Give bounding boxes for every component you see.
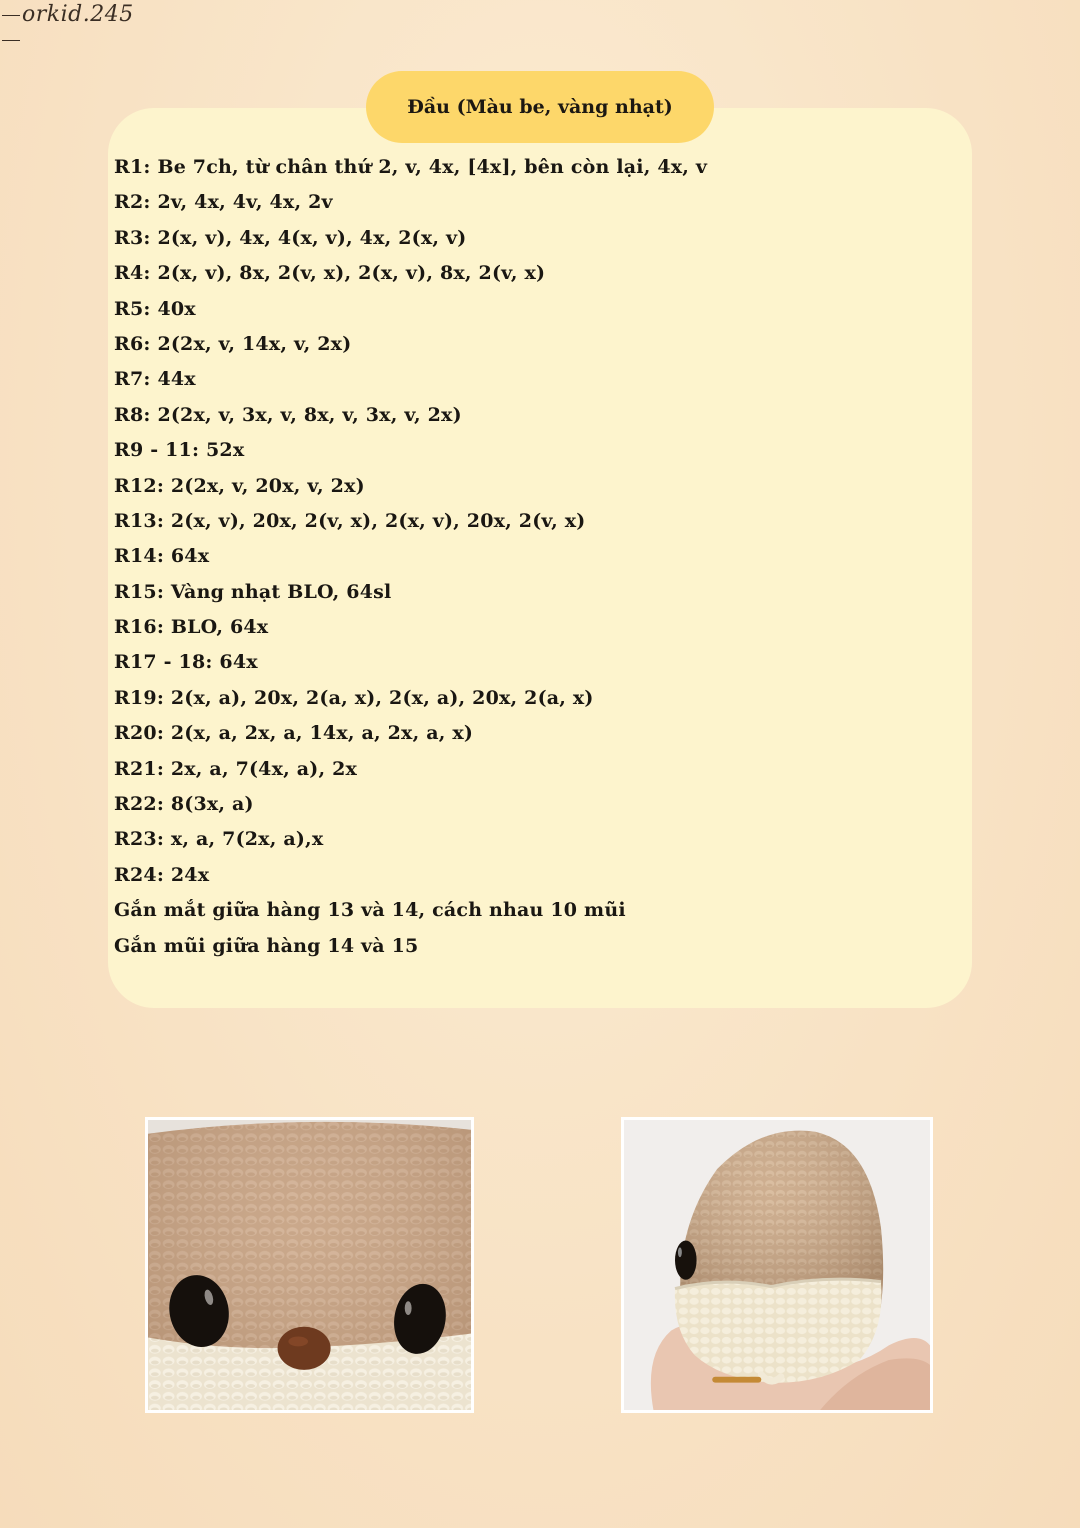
pattern-row: R14: 64x xyxy=(114,545,210,568)
section-title: Đầu (Màu be, vàng nhạt) xyxy=(407,96,673,118)
head-front-illustration xyxy=(148,1120,471,1410)
pattern-row: R4: 2(x, v), 8x, 2(v, x), 2(x, v), 8x, 2(v, x) xyxy=(114,262,546,285)
head-front-closeup-photo xyxy=(145,1117,474,1413)
pattern-row: R22: 8(3x, a) xyxy=(114,793,254,816)
head-side-illustration xyxy=(624,1120,930,1410)
pattern-row: R16: BLO, 64x xyxy=(114,616,269,639)
pattern-row: R8: 2(2x, v, 3x, v, 8x, v, 3x, v, 2x) xyxy=(114,403,462,426)
watermark-text: orkid.245 xyxy=(22,2,134,27)
section-title-pill xyxy=(366,71,714,143)
pattern-row-list xyxy=(114,150,707,964)
pattern-row: R20: 2(x, a, 2x, a, 14x, a, 2x, a, x) xyxy=(114,722,474,745)
pattern-row: R24: 24x xyxy=(114,863,210,886)
pattern-row: R23: x, a, 7(2x, a),x xyxy=(114,828,324,851)
head-side-in-hand-photo xyxy=(621,1117,933,1413)
watermark-signature xyxy=(0,2,150,36)
pattern-row: R21: 2x, a, 7(4x, a), 2x xyxy=(114,757,358,780)
pattern-row: R9 - 11: 52x xyxy=(114,439,245,462)
pattern-row: R6: 2(2x, v, 14x, v, 2x) xyxy=(114,332,352,355)
pattern-row: R17 - 18: 64x xyxy=(114,651,258,674)
pattern-row: Gắn mũi giữa hàng 14 và 15 xyxy=(114,934,419,957)
pattern-row: R13: 2(x, v), 20x, 2(v, x), 2(x, v), 20x, 2(v, x) xyxy=(114,509,586,532)
pattern-row: Gắn mắt giữa hàng 13 và 14, cách nhau 10 mũi xyxy=(114,899,626,922)
pattern-row: R3: 2(x, v), 4x, 4(x, v), 4x, 2(x, v) xyxy=(114,226,467,249)
pattern-row: R19: 2(x, a), 20x, 2(a, x), 2(x, a), 20x, 2(a, x) xyxy=(114,686,594,709)
pattern-row: R7: 44x xyxy=(114,368,196,391)
pattern-row: R12: 2(2x, v, 20x, v, 2x) xyxy=(114,474,365,497)
pattern-row: R5: 40x xyxy=(114,297,196,320)
pattern-row: R2: 2v, 4x, 4v, 4x, 2v xyxy=(114,191,333,214)
pattern-row: R15: Vàng nhạt BLO, 64sl xyxy=(114,580,392,603)
pattern-row: R1: Be 7ch, từ chân thứ 2, v, 4x, [4x], bên còn lại, 4x, v xyxy=(114,156,708,178)
